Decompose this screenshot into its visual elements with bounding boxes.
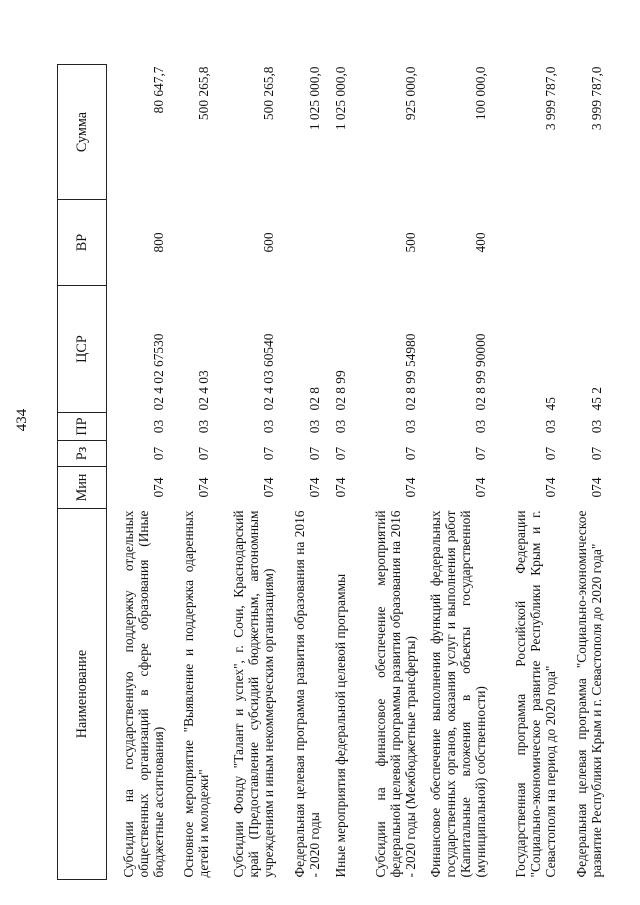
row-sum: 925 000,0 — [402, 66, 418, 121]
row-vr — [325, 200, 351, 286]
row-name: Иные мероприятия федеральной целевой программы — [332, 573, 348, 878]
row-sum: 3 999 787,0 — [588, 66, 604, 131]
row-pr: 03 — [260, 419, 276, 434]
table-row — [214, 65, 279, 880]
row-name: Основное мероприятие "Выявление и поддержка одаренных детей и молодежи" — [180, 510, 211, 878]
row-min: 074 — [588, 477, 604, 498]
row-sum: 1 025 000,0 — [306, 66, 322, 131]
row-sum: 80 647,7 — [150, 66, 166, 114]
budget-table — [57, 64, 607, 880]
column-header-sum: Сумма — [58, 65, 107, 200]
column-header-rz: Рз — [58, 441, 107, 467]
column-header-csr: ЦСР — [58, 286, 107, 413]
row-rz: 07 — [195, 446, 211, 461]
row-pr: 03 — [402, 419, 418, 434]
row-pr: 03 — [542, 419, 558, 434]
table-row — [491, 65, 561, 880]
row-min: 074 — [332, 477, 348, 498]
row-name: Субсидии на финансовое обеспечение мероприятий федеральной целевой программы развития образования на 2016 - 2020 годы (Межбюджетные трансферты) — [372, 510, 418, 878]
row-csr: 45 2 — [588, 387, 604, 411]
row-sum: 500 265,8 — [195, 66, 211, 121]
row-csr: 02 8 99 54980 — [402, 333, 418, 411]
row-min: 074 — [260, 477, 276, 498]
row-csr: 02 4 02 67530 — [150, 333, 166, 411]
row-rz: 07 — [260, 446, 276, 461]
row-csr: 02 8 — [306, 387, 322, 411]
row-vr — [491, 200, 561, 286]
table-row — [421, 65, 491, 880]
row-csr: 02 4 03 60540 — [260, 333, 276, 411]
row-vr — [279, 200, 325, 286]
row-csr: 02 8 99 90000 — [472, 333, 488, 411]
row-min: 074 — [472, 477, 488, 498]
row-min: 074 — [306, 477, 322, 498]
row-rz: 07 — [542, 446, 558, 461]
row-pr: 03 — [195, 419, 211, 434]
row-name: Федеральная целевая программа развития образования на 2016 - 2020 годы — [291, 510, 322, 878]
row-rz: 07 — [402, 446, 418, 461]
row-rz: 07 — [332, 446, 348, 461]
row-name: Государственная программа Российской Федерации "Социально-экономическое развитие Республики Крым и г. Севастополя на период до 2020 года" — [512, 510, 558, 878]
row-vr: 600 — [260, 232, 276, 253]
row-csr: 02 4 03 — [195, 370, 211, 411]
column-header-min: Мин — [58, 467, 107, 509]
table-row — [107, 65, 169, 880]
table-row — [279, 65, 325, 880]
row-min: 074 — [542, 477, 558, 498]
column-header-vr: ВР — [58, 200, 107, 286]
row-rz: 07 — [150, 446, 166, 461]
row-min: 074 — [195, 477, 211, 498]
row-vr: 500 — [402, 232, 418, 253]
row-name: Субсидии Фонду "Талант и успех", г. Сочи, Краснодарский край (Предоставление субсидий бюджетным, автономным учреждениям и иным некоммерческим организациям) — [230, 510, 276, 878]
row-pr: 03 — [472, 419, 488, 434]
table-row — [169, 65, 214, 880]
column-header-name: Наименование — [58, 509, 107, 880]
row-vr: 800 — [150, 232, 166, 253]
row-rz: 07 — [306, 446, 322, 461]
row-pr: 03 — [306, 419, 322, 434]
row-rz: 07 — [588, 446, 604, 461]
row-vr: 400 — [472, 232, 488, 253]
row-pr: 03 — [332, 419, 348, 434]
row-vr — [169, 200, 214, 286]
row-name: Федеральная целевая программа "Социально-экономическое развитие Республики Крым и г. Севастополя до 2020 года" — [573, 510, 604, 878]
row-sum: 3 999 787,0 — [542, 66, 558, 131]
row-csr: 45 — [542, 397, 558, 411]
row-rz: 07 — [472, 446, 488, 461]
table-row — [351, 65, 421, 880]
row-csr: 02 8 99 — [332, 370, 348, 411]
table-header-row — [58, 65, 107, 880]
table-row — [561, 65, 607, 880]
column-header-pr: ПР — [58, 413, 107, 441]
row-sum: 1 025 000,0 — [332, 66, 348, 131]
budget-table-container — [57, 65, 629, 880]
row-vr — [561, 200, 607, 286]
row-min: 074 — [150, 477, 166, 498]
row-min: 074 — [402, 477, 418, 498]
row-sum: 500 265,8 — [260, 66, 276, 121]
row-name: Финансовое обеспечение выполнения функций федеральных государственных органов, оказания услуг и выполнения работ (Капитальные вложения в объекты государственной (муниципальной) собственности) — [427, 510, 488, 878]
row-name: Субсидии на государственную поддержку отдельных общественных организаций в сфере образования (Иные бюджетные ассигнования) — [120, 510, 166, 878]
table-row — [325, 65, 351, 880]
row-sum: 100 000,0 — [472, 66, 488, 121]
row-pr: 03 — [588, 419, 604, 434]
page-number: 434 — [14, 408, 30, 432]
row-pr: 03 — [150, 419, 166, 434]
